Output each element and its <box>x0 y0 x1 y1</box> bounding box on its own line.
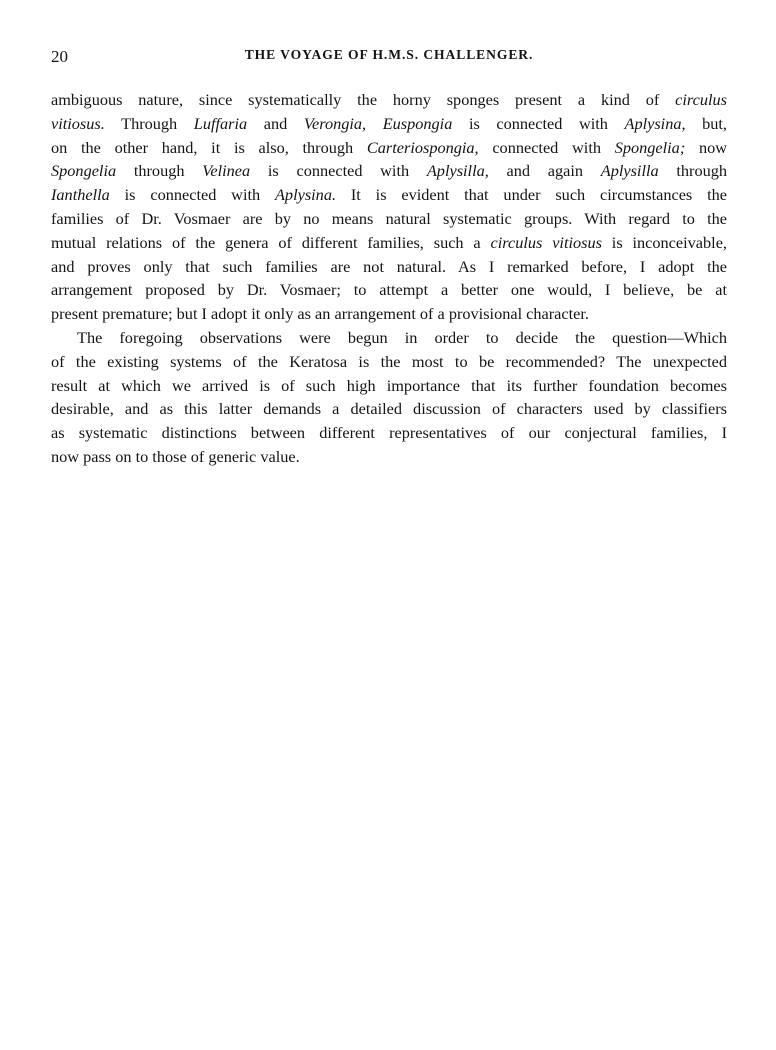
text-line: mutual relations of the genera of different families, such a circulus vitiosus is inconceivable, <box>51 232 727 252</box>
text-line: result at which we arrived is of such high importance that its further foundation becomes <box>51 375 727 395</box>
text-line: now pass on to those of generic value. <box>51 446 300 466</box>
text-line: The foregoing observations were begun in order to decide the question—Which <box>77 327 727 347</box>
text-line: arrangement proposed by Dr. Vosmaer; to attempt a better one would, I believe, be at <box>51 280 727 300</box>
paragraph-1 <box>51 88 727 326</box>
text-line: families of Dr. Vosmaer are by no means natural systematic groups. With regard to the <box>51 208 727 228</box>
text-line: as systematic distinctions between different representatives of our conjectural families, I <box>51 423 727 443</box>
document-page <box>51 47 727 469</box>
page-header <box>51 47 727 71</box>
text-line: desirable, and as this latter demands a detailed discussion of characters used by classifiers <box>51 399 727 419</box>
text-line: present premature; but I adopt it only as an arrangement of a provisional character. <box>51 304 589 324</box>
text-line: ambiguous nature, since systematically the horny sponges present a kind of circulus <box>51 90 727 109</box>
text-line: Ianthella is connected with Aplysina. It is evident that under such circumstances the <box>51 185 727 205</box>
page-number: 20 <box>51 47 68 66</box>
paragraph-2 <box>51 326 727 469</box>
text-line: vitiosus. Through Luffaria and Verongia, Euspongia is connected with Aplysina, but, <box>51 113 728 133</box>
text-line: of the existing systems of the Keratosa is the most to be recommended? The unexpected <box>51 351 727 371</box>
text-line: and proves only that such families are not natural. As I remarked before, I adopt the <box>51 256 727 276</box>
body-text <box>51 88 727 469</box>
text-line: on the other hand, it is also, through Carteriospongia, connected with Spongelia; now <box>51 137 727 157</box>
running-title: THE VOYAGE OF H.M.S. CHALLENGER. <box>244 47 534 62</box>
text-line: Spongelia through Velinea is connected with Aplysilla, and again Aplysilla through <box>51 161 728 181</box>
